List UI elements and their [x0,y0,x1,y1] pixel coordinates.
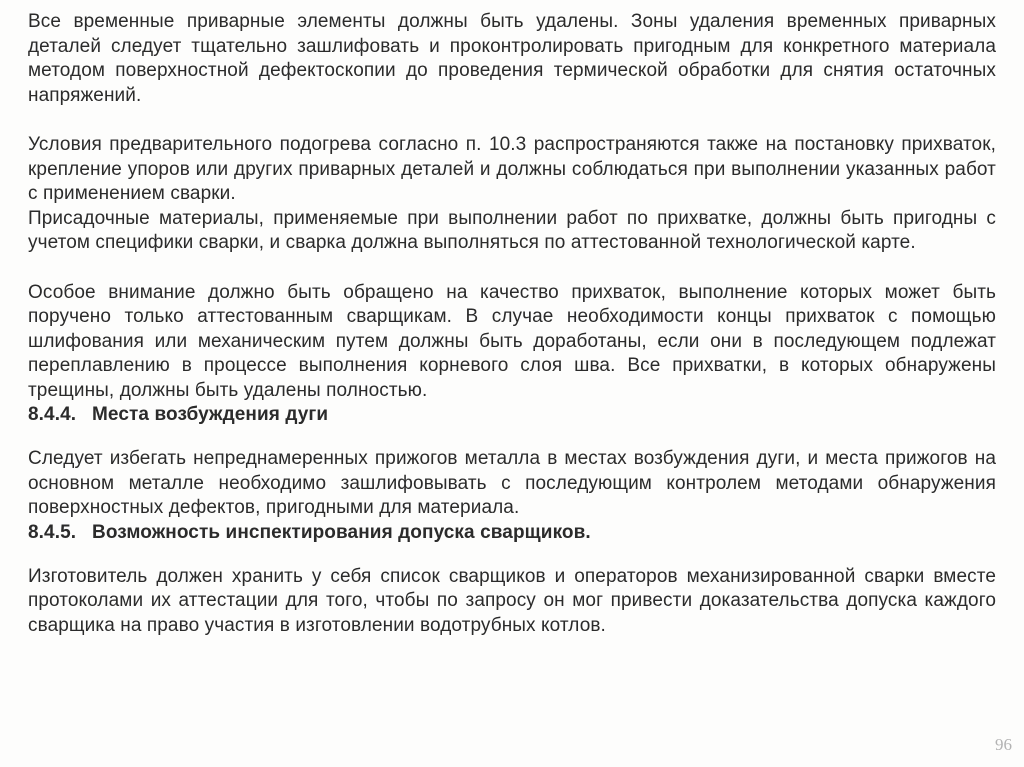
section-number-844: 8.4.4. [28,404,77,425]
paragraph-temporary-welds: Все временные приварные элементы должны быть удалены. Зоны удаления временных приварных деталей следует тщательно зашлифовать и проконтролировать пригодным для конкретного материала методом поверхностной дефектоскопии до проведения термической обработки для снятия остаточных напряжений. [28,11,996,106]
paragraph-tack-welds: Особое внимание должно быть обращено на качество прихваток, выполнение которых может быть поручено только аттестованным сварщикам. В случае необходимости концы прихваток с помощью шлифования или механическим путем должны быть доработаны, если они в последующем подлежат переплавлению в процессе выполнения корневого слоя шва. Все прихватки, в которых обнаружены трещины, должны быть удалены полностью. [28,281,996,401]
paragraph-welder-list: Изготовитель должен хранить у себя список сварщиков и операторов механизированной сварки вместе протоколами их аттестации для того, чтобы по запросу он мог привести доказательства допуска каждого сварщика на право участия в изготовлении водотрубных котлов. [28,565,996,636]
paragraph-preheating: Условия предварительного подогрева согласно п. 10.3 распространяются также на постановку прихваток, крепление упоров или других приварных деталей и должны соблюдаться при выполнении указанных работ с применением сварки. [28,134,996,204]
section-title-845: Возможность инспектирования допуска сварщиков. [92,521,591,543]
paragraph-arc-strike: Следует избегать непреднамеренных прижогов металла в местах возбуждения дуги, и места прижогов на основном металле необходимо зашлифовывать с последующим контролем методами обнаружения поверхностных дефектов, пригодными для материала. [28,448,996,518]
page-number: 96 [995,735,1012,754]
section-heading-844 [28,403,996,427]
document-body [28,10,996,638]
section-title-844: Места возбуждения дуги [92,404,329,425]
section-number-845: 8.4.5. [28,521,77,543]
paragraph-filler-materials: Присадочные материалы, применяемые при выполнении работ по прихватке, должны быть пригодны с учетом специфики сварки, и сварка должна выполняться по аттестованной технологической карте. [28,207,996,253]
section-heading-845 [28,521,996,545]
